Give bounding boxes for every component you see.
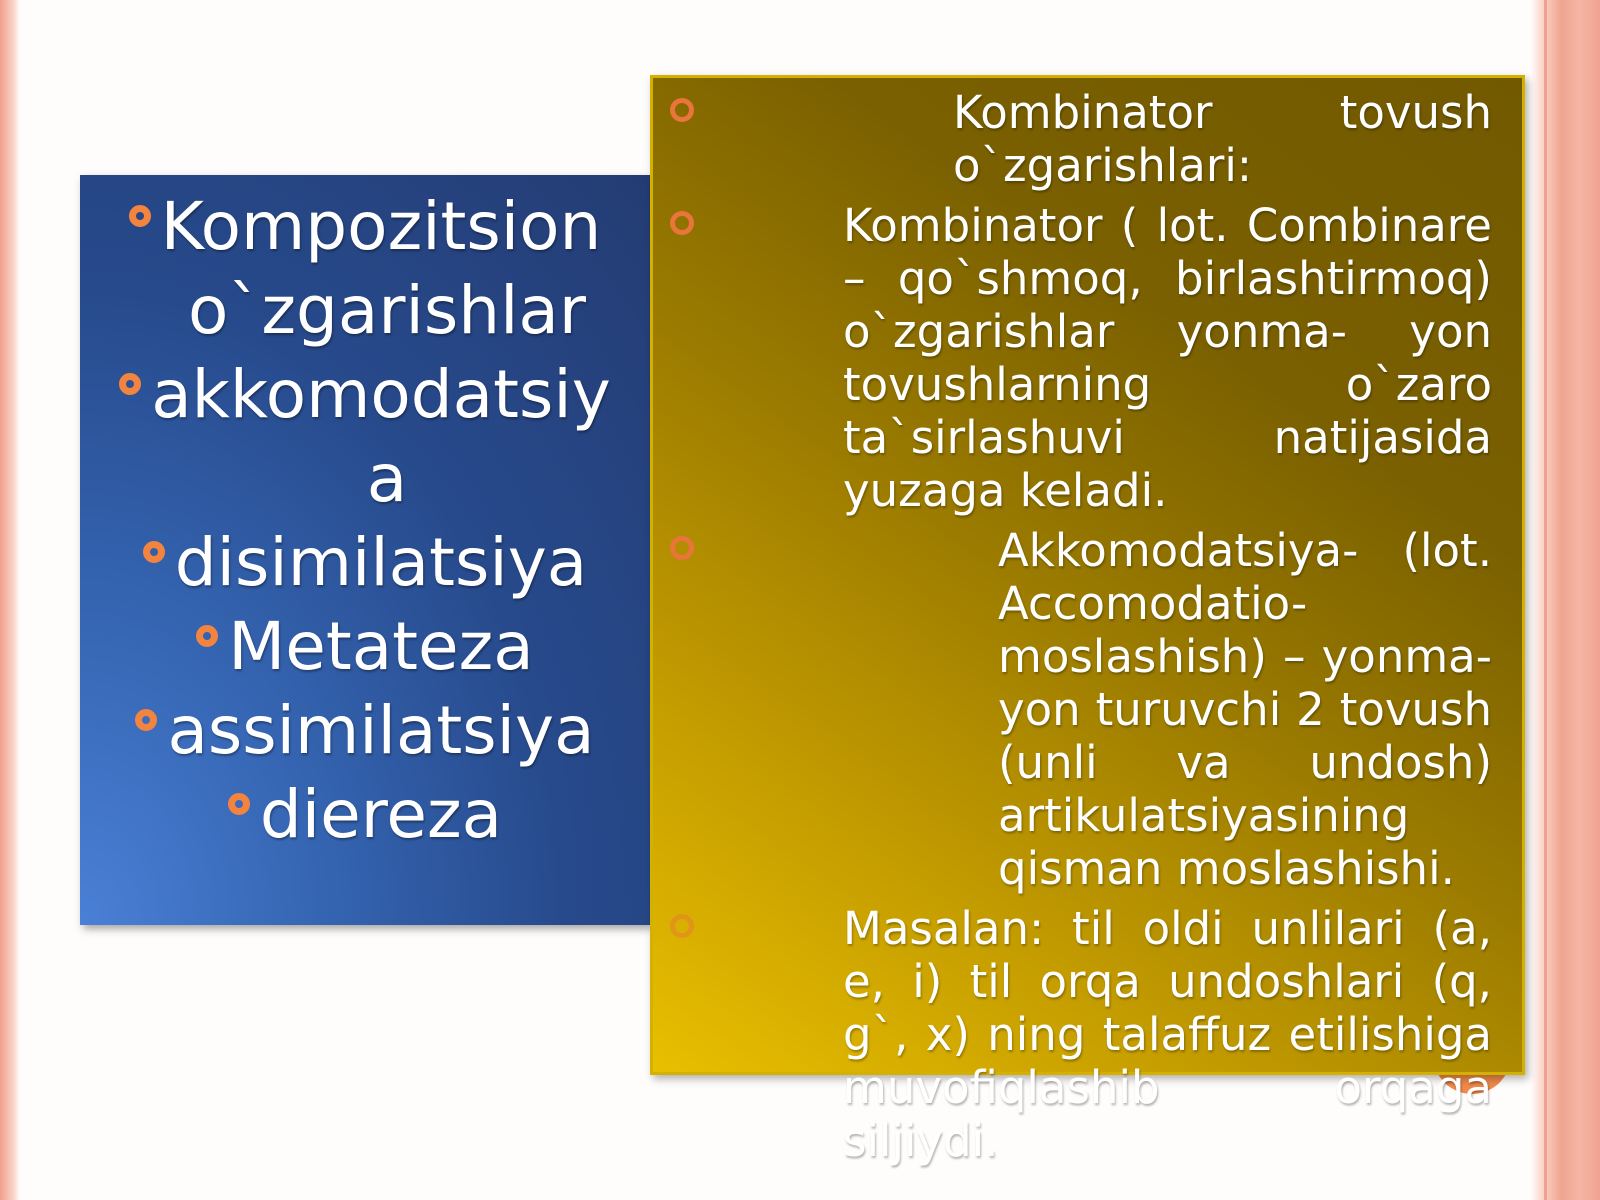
left-edge-decoration: [0, 0, 20, 1200]
circle-bullet-icon: [129, 205, 151, 227]
list-item-text: Akkomodatsiya- (lot. Accomodatio-moslashish) – yonma-yon turuvchi 2 tovush (unli va undosh) artikulatsiyasining qisman moslashishi.: [998, 524, 1492, 895]
circle-bullet-icon: [228, 793, 250, 815]
right-content-box: [650, 75, 1525, 1167]
circle-bullet-icon: [196, 625, 218, 647]
circle-bullet-icon: [670, 98, 694, 122]
left-bullet-list: [80, 175, 650, 857]
right-edge-decoration: [1530, 0, 1600, 1200]
list-item: [718, 902, 1492, 1167]
left-content-box: [80, 175, 650, 925]
list-item: [100, 773, 630, 857]
circle-bullet-icon: [670, 536, 694, 560]
right-bullet-list: [653, 78, 1522, 1167]
circle-bullet-icon: [143, 541, 165, 563]
list-item: [100, 521, 630, 605]
circle-bullet-icon: [135, 709, 157, 731]
circle-bullet-icon: [119, 373, 141, 395]
list-item-text: Kompozitsion o`zgarishlar: [160, 188, 602, 349]
list-item: [718, 199, 1492, 517]
list-item-text: disimilatsiya: [174, 524, 588, 601]
circle-bullet-icon: [670, 914, 694, 938]
list-item-text: Masalan: til oldi unlilari (a, e, i) til orqa undoshlari (q, g`, x) ning talaffuz etilishiga muvofiqlashib orqaga siljiydi.: [843, 902, 1492, 1167]
list-item: [718, 86, 1492, 192]
list-item: [100, 605, 630, 689]
list-item: [100, 353, 630, 521]
list-item-text: Kombinator tovush o`zgarishlari:: [953, 86, 1492, 192]
list-item-text: assimilatsiya: [167, 692, 595, 769]
list-item-text: akkomodatsiya: [151, 356, 611, 517]
list-item-text: Metateza: [228, 608, 534, 685]
circle-bullet-icon: [670, 211, 694, 235]
list-item-text: diereza: [259, 776, 503, 853]
list-item: [718, 524, 1492, 895]
list-item: [100, 689, 630, 773]
list-item: [100, 185, 630, 353]
list-item-text: Kombinator ( lot. Combinare – qo`shmoq, birlashtirmoq) o`zgarishlar yonma- yon tovushlarning o`zaro ta`sirlashuvi natijasida yuzaga keladi.: [843, 199, 1492, 517]
